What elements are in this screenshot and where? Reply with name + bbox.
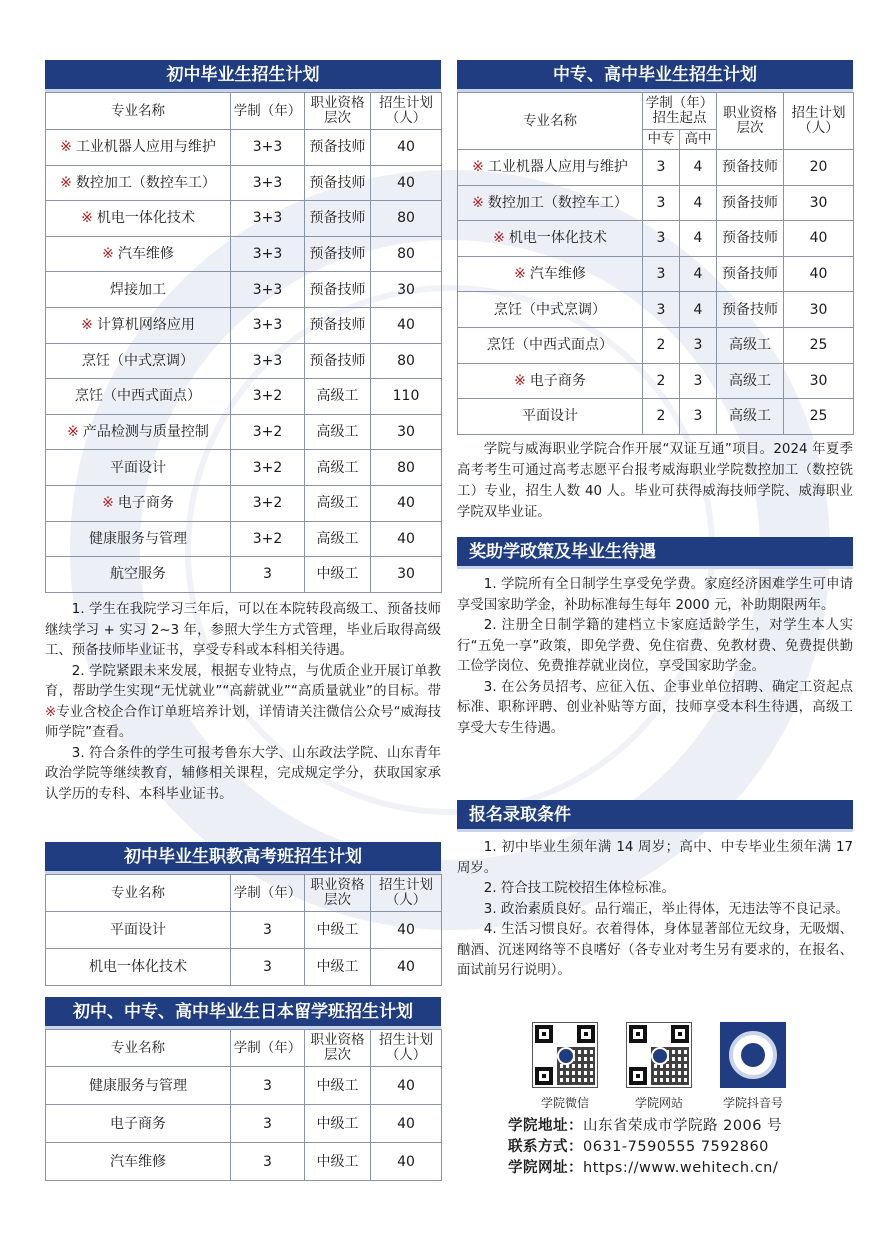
left-notes: [45, 600, 441, 805]
col-header-major: 专业名称: [46, 875, 231, 912]
order-class-mark: ※: [60, 174, 72, 191]
col-header-major: 专业名称: [46, 93, 231, 130]
major-name: 汽车维修: [529, 266, 586, 283]
years-cell: 3+3: [231, 343, 305, 379]
major-name-cell: [46, 307, 231, 343]
major-name-cell: [46, 236, 231, 272]
count-cell: 40: [371, 165, 442, 201]
admission-item-4: 4. 生活习惯良好。衣着得体，身体显著部位无纹身，无吸烟、酗酒、沉迷网络等不良嗜好（各专业对考生另有要求的，在报名、面试前另行说明）。: [457, 922, 853, 978]
order-class-mark: ※: [60, 139, 72, 156]
school-logo-icon: [651, 1047, 669, 1065]
years-cell: 3+3: [231, 165, 305, 201]
japan-plan-table: [45, 1029, 442, 1181]
table-row: [46, 201, 442, 237]
table-row: [458, 150, 854, 186]
count-cell: 80: [371, 236, 442, 272]
major-name-cell: [458, 327, 643, 363]
table-row: [458, 292, 854, 328]
major-name: 电子商务: [117, 495, 174, 512]
major-name-cell: [46, 130, 231, 166]
table-row: [46, 521, 442, 557]
count-cell: 20: [784, 150, 854, 186]
gaozhong-years-cell: 4: [680, 256, 717, 292]
major-name: 焊接加工: [110, 281, 166, 298]
major-name-cell: [458, 221, 643, 257]
level-cell: 预备技师: [717, 150, 784, 186]
exam-plan-table: [45, 874, 442, 986]
right-plan-table: [457, 92, 854, 435]
major-name-cell: [46, 379, 231, 415]
major-name-cell: [458, 399, 643, 435]
zhongzhuan-years-cell: 2: [643, 363, 680, 399]
table-row: 电子商务 3 中级工 40: [46, 1105, 442, 1143]
table-row: [46, 165, 442, 201]
table-row: [46, 236, 442, 272]
level-cell: 预备技师: [717, 221, 784, 257]
level-cell: 预备技师: [305, 272, 371, 308]
major-name: 航空服务: [110, 566, 166, 583]
major-name: 烹饪（中西式面点）: [75, 388, 201, 405]
major-name-cell: [458, 185, 643, 221]
gaozhong-years-cell: 3: [680, 363, 717, 399]
table-row: [458, 399, 854, 435]
table-row: 机电一体化技术 3 中级工 40: [46, 949, 442, 986]
col-header-level: 职业资格层次: [305, 93, 371, 130]
table-row: [46, 450, 442, 486]
years-cell: 3+3: [231, 272, 305, 308]
major-name-cell: [46, 450, 231, 486]
gaozhong-years-cell: 4: [680, 292, 717, 328]
gaozhong-years-cell: 3: [680, 399, 717, 435]
count-cell: 40: [784, 221, 854, 257]
major-name: 平面设计: [110, 459, 166, 476]
table-row: [46, 343, 442, 379]
major-name-cell: [458, 150, 643, 186]
order-class-mark: ※: [102, 246, 114, 263]
table-row: [46, 307, 442, 343]
count-cell: 30: [784, 185, 854, 221]
wechat-qr-label: 学院微信: [540, 1096, 589, 1110]
admission-section: [457, 800, 853, 982]
level-cell: 高级工: [305, 485, 371, 521]
major-name: 烹饪（中式烹调）: [82, 352, 194, 369]
order-class-mark: ※: [514, 266, 526, 283]
level-cell: 预备技师: [717, 256, 784, 292]
order-class-mark: ※: [472, 194, 484, 211]
major-name: 工业机器人应用与维护: [75, 139, 216, 156]
right-plan-title: 中专、高中毕业生招生计划: [457, 60, 853, 92]
major-name: 电子商务: [529, 372, 586, 389]
zhongzhuan-years-cell: 3: [643, 256, 680, 292]
col-header-count: 招生计划（人）: [371, 1030, 442, 1067]
count-cell: 30: [371, 414, 442, 450]
count-cell: 30: [784, 363, 854, 399]
left-note-3: 3. 符合条件的学生可报考鲁东大学、山东政法学院、山东青年政治学院等继续教育，辅修相关课程，完成规定学分，获取国家承认学历的专科、本科毕业证书。: [45, 745, 441, 802]
table-row: [46, 379, 442, 415]
level-cell: 高级工: [717, 363, 784, 399]
table-row: [46, 557, 442, 593]
admission-item-1: 1. 初中毕业生须年满 14 周岁；高中、中专毕业生须年满 17 周岁。: [457, 840, 853, 876]
major-name-cell: [46, 414, 231, 450]
left-plan-section: [45, 60, 441, 593]
years-cell: 3+2: [231, 414, 305, 450]
years-cell: 3+2: [231, 379, 305, 415]
exam-plan-section: [45, 842, 441, 986]
zhongzhuan-years-cell: 2: [643, 327, 680, 363]
major-name: 汽车维修: [117, 246, 174, 263]
years-cell: 3+3: [231, 130, 305, 166]
col-header-major: 专业名称: [46, 1030, 231, 1067]
col-header-years-start: 学制（年）招生起点: [643, 93, 717, 130]
table-row: [46, 130, 442, 166]
order-class-mark: ※: [493, 230, 505, 247]
table-row: 健康服务与管理 3 中级工 40: [46, 1067, 442, 1105]
count-cell: 25: [784, 399, 854, 435]
count-cell: 40: [371, 307, 442, 343]
count-cell: 80: [371, 201, 442, 237]
double-diploma-note: 学院与威海职业学院合作开展“双证互通”项目。2024 年夏季高考考生可通过高考志愿平台报考威海职业学院数控加工（数控铣工）专业，招生人数 40 人。毕业可获得威海技师学院、威海职业学院双毕业证。: [457, 441, 853, 520]
count-cell: 30: [371, 557, 442, 593]
level-cell: 预备技师: [717, 292, 784, 328]
scholarship-item-1: 1. 学院所有全日制学生享受免学费。家庭经济困难学生可申请享受国家助学金，补助标准每生每年 2000 元，补助期限两年。: [457, 577, 853, 613]
left-note-1: 1. 学生在我院学习三年后，可以在本院转段高级工、预备技师继续学习 + 实习 2~3 年，参照大学生方式管理，毕业后取得高级工、预备技师毕业证书，享受专科或本科相关待遇。: [45, 602, 441, 658]
admission-item-2: 2. 符合技工院校招生体检标准。: [483, 881, 675, 896]
scholarship-section: [457, 537, 853, 739]
major-name-cell: [458, 363, 643, 399]
col-header-count: 招生计划（人）: [784, 93, 854, 150]
major-name: 计算机网络应用: [96, 317, 195, 334]
major-name: 烹饪（中式烹调）: [494, 301, 606, 318]
level-cell: 预备技师: [305, 236, 371, 272]
order-class-mark: ※: [81, 317, 93, 334]
col-header-count: 招生计划（人）: [371, 875, 442, 912]
col-header-level: 职业资格层次: [717, 93, 784, 150]
major-name-cell: [46, 272, 231, 308]
count-cell: 30: [784, 292, 854, 328]
level-cell: 预备技师: [305, 307, 371, 343]
col-header-years: 学制（年）: [231, 875, 305, 912]
order-class-mark: ※: [472, 159, 484, 176]
col-header-zhongzhuan: 中专: [643, 130, 680, 150]
table-row: 平面设计 3 中级工 40: [46, 912, 442, 949]
major-name: 数控加工（数控车工）: [75, 174, 216, 191]
years-cell: 3: [231, 557, 305, 593]
col-header-years: 学制（年）: [231, 93, 305, 130]
left-note-2: 2. 学院紧跟未来发展，根据专业特点，与优质企业开展订单教育，帮助学生实现“无忧就业”“高薪就业”“高质量就业”的目标。带※专业含校企合作订单班培养计划，详情请关注微信公众号“威海技师学院”查看。: [45, 663, 441, 740]
col-header-years: 学制（年）: [231, 1030, 305, 1067]
scholarship-item-2: 2. 注册全日制学籍的建档立卡家庭适龄学生，对学生本人实行“五免一享”政策，即免学费、免住宿费、免教材费、免费提供勤工俭学岗位、免费推荐就业岗位，享受国家助学金。: [457, 618, 853, 674]
level-cell: 高级工: [717, 399, 784, 435]
level-cell: 高级工: [305, 379, 371, 415]
scholarship-title: 奖助学政策及毕业生待遇: [457, 537, 853, 569]
admission-item-3: 3. 政治素质良好。品行端正，举止得体，无违法等不良记录。: [483, 901, 849, 917]
major-name-cell: [46, 521, 231, 557]
level-cell: 高级工: [305, 450, 371, 486]
count-cell: 40: [371, 485, 442, 521]
count-cell: 110: [371, 379, 442, 415]
table-row: [46, 485, 442, 521]
gaozhong-years-cell: 4: [680, 221, 717, 257]
level-cell: 预备技师: [305, 201, 371, 237]
level-cell: 高级工: [305, 521, 371, 557]
address-line: 学院地址：山东省荣成市学院路 2006 号: [508, 1118, 783, 1134]
major-name: 健康服务与管理: [89, 530, 187, 547]
exam-plan-title: 初中毕业生职教高考班招生计划: [45, 842, 441, 874]
count-cell: 80: [371, 343, 442, 379]
years-cell: 3+3: [231, 236, 305, 272]
count-cell: 40: [371, 521, 442, 557]
zhongzhuan-years-cell: 3: [643, 150, 680, 186]
col-header-gaozhong: 高中: [680, 130, 717, 150]
japan-plan-section: [45, 997, 441, 1181]
col-header-level: 职业资格层次: [305, 875, 371, 912]
level-cell: 预备技师: [305, 343, 371, 379]
count-cell: 40: [784, 256, 854, 292]
major-name: 平面设计: [522, 408, 578, 425]
left-plan-table: [45, 92, 442, 593]
contact-info: [508, 1116, 853, 1179]
major-name: 数控加工（数控车工）: [487, 194, 628, 211]
count-cell: 30: [371, 272, 442, 308]
count-cell: 80: [371, 450, 442, 486]
gaozhong-years-cell: 4: [680, 185, 717, 221]
major-name-cell: [458, 292, 643, 328]
order-class-mark: ※: [81, 210, 93, 227]
table-row: 汽车维修 3 中级工 40: [46, 1143, 442, 1181]
level-cell: 预备技师: [717, 185, 784, 221]
level-cell: 高级工: [717, 327, 784, 363]
table-row: [46, 272, 442, 308]
table-row: [458, 256, 854, 292]
level-cell: 中级工: [305, 557, 371, 593]
table-row: [46, 414, 442, 450]
level-cell: 预备技师: [305, 165, 371, 201]
zhongzhuan-years-cell: 3: [643, 292, 680, 328]
order-class-mark: ※: [514, 372, 526, 389]
major-name-cell: [46, 343, 231, 379]
phone-line: 联系方式：0631-7590555 7592860: [508, 1139, 769, 1155]
major-name-cell: [46, 165, 231, 201]
count-cell: 25: [784, 327, 854, 363]
scholarship-item-3: 3. 在公务员招考、应征入伍、企事业单位招聘、确定工资起点标准、职称评聘、创业补贴等方面，技师享受本科生待遇，高级工享受大专生待遇。: [457, 679, 853, 736]
mark-symbol: ※: [45, 704, 57, 720]
col-header-level: 职业资格层次: [305, 1030, 371, 1067]
major-name-cell: [46, 201, 231, 237]
left-plan-title: 初中毕业生招生计划: [45, 60, 441, 92]
gaozhong-years-cell: 4: [680, 150, 717, 186]
table-row: [458, 185, 854, 221]
school-logo-icon: [557, 1047, 575, 1065]
major-name-cell: [46, 557, 231, 593]
website-qr-code[interactable]: [626, 1022, 692, 1088]
website-qr-label: 学院网站: [634, 1096, 683, 1110]
years-cell: 3+3: [231, 201, 305, 237]
url-line[interactable]: 学院网址：https://www.wehitech.cn/: [508, 1160, 779, 1176]
level-cell: 预备技师: [305, 130, 371, 166]
col-header-major: 专业名称: [458, 93, 643, 150]
major-name-cell: [46, 485, 231, 521]
major-name: 机电一体化技术: [508, 230, 607, 247]
years-cell: 3+3: [231, 307, 305, 343]
zhongzhuan-years-cell: 2: [643, 399, 680, 435]
table-row: [458, 327, 854, 363]
zhongzhuan-years-cell: 3: [643, 221, 680, 257]
major-name-cell: [458, 256, 643, 292]
years-cell: 3+2: [231, 450, 305, 486]
count-cell: 40: [371, 130, 442, 166]
col-header-count: 招生计划（人）: [371, 93, 442, 130]
japan-plan-title: 初中、中专、高中毕业生日本留学班招生计划: [45, 997, 441, 1029]
years-cell: 3+2: [231, 521, 305, 557]
wechat-qr-code[interactable]: [532, 1022, 598, 1088]
order-class-mark: ※: [102, 495, 114, 512]
gaozhong-years-cell: 3: [680, 327, 717, 363]
douyin-qr-label: 学院抖音号: [722, 1096, 783, 1110]
years-cell: 3+2: [231, 485, 305, 521]
major-name: 机电一体化技术: [96, 210, 195, 227]
admission-title: 报名录取条件: [457, 800, 853, 832]
order-class-mark: ※: [67, 424, 79, 441]
right-plan-section: [457, 60, 853, 523]
major-name: 烹饪（中西式面点）: [487, 337, 613, 354]
major-name: 工业机器人应用与维护: [487, 159, 628, 176]
table-row: [458, 363, 854, 399]
level-cell: 高级工: [305, 414, 371, 450]
douyin-qr-code[interactable]: [720, 1022, 786, 1088]
table-row: [458, 221, 854, 257]
zhongzhuan-years-cell: 3: [643, 185, 680, 221]
major-name: 产品检测与质量控制: [82, 424, 209, 441]
